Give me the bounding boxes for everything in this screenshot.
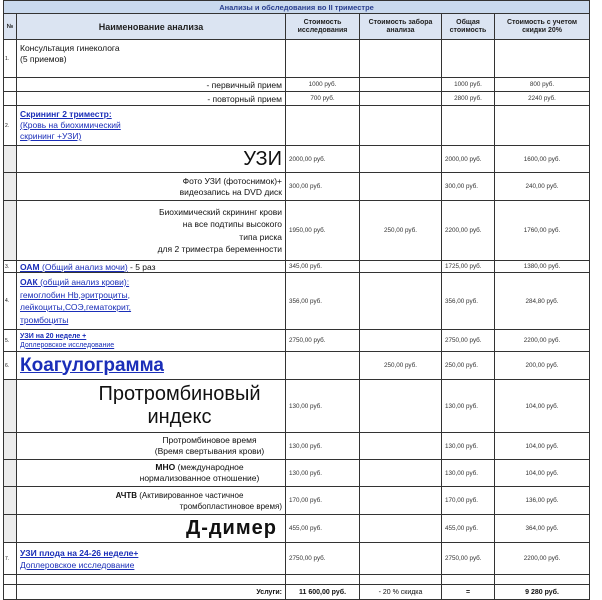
- item-name-line: индекс: [147, 406, 212, 428]
- spacer-row: [4, 575, 590, 585]
- empty-cell: [17, 575, 286, 585]
- discount-cell: 240,00 руб.: [495, 173, 590, 201]
- item-name-line: на все подтипы высокого: [182, 219, 282, 229]
- total-cell: 2750,00 руб.: [442, 543, 495, 575]
- draw-cell: [360, 330, 442, 352]
- item-name: [17, 330, 286, 352]
- item-name-part[interactable]: ОАМ: [20, 261, 40, 272]
- item-name-line[interactable]: Доплеровское исследование: [20, 559, 135, 570]
- total-cell: [442, 40, 495, 78]
- draw-cell: 250,00 руб.: [360, 352, 442, 380]
- row-number: 6.: [4, 352, 17, 380]
- row-number: [4, 146, 17, 173]
- item-name-line: Протромбиновый: [98, 383, 261, 405]
- total-cell: 130,00 руб.: [442, 460, 495, 487]
- table-row: [4, 460, 590, 487]
- item-name: [17, 380, 286, 433]
- draw-cell: [360, 261, 442, 273]
- item-name: Д-димер: [17, 515, 286, 543]
- total-cell: 130,00 руб.: [442, 380, 495, 433]
- item-name-line[interactable]: лейкоциты,СОЭ,гематокрит,: [20, 302, 132, 312]
- totals-discount-note: - 20 % скидка: [360, 585, 442, 600]
- table-row: [4, 380, 590, 433]
- item-name-line[interactable]: тромбоциты: [20, 314, 69, 325]
- row-number: [4, 460, 17, 487]
- empty-cell: [495, 575, 590, 585]
- row-number: 4.: [4, 273, 17, 330]
- item-name-line[interactable]: УЗИ на 20 неделе +: [20, 332, 87, 340]
- draw-cell: [360, 78, 442, 92]
- table-row: [4, 146, 590, 173]
- draw-cell: [360, 380, 442, 433]
- header-draw: Стоимость забора анализа: [360, 14, 442, 40]
- draw-cell: [360, 543, 442, 575]
- total-cell: 2200,00 руб.: [442, 201, 495, 261]
- item-name-line: нормализованное отношение): [139, 473, 260, 483]
- cost-cell: 700 руб.: [286, 92, 360, 106]
- totals-row: [4, 585, 590, 600]
- item-name: [17, 173, 286, 201]
- discount-cell: 2240 руб.: [495, 92, 590, 106]
- discount-cell: 1380,00 руб.: [495, 261, 590, 273]
- cost-cell: [286, 352, 360, 380]
- empty-cell: [286, 575, 360, 585]
- item-name-part[interactable]: (Общий анализ мочи): [39, 261, 128, 272]
- row-number: 1.: [4, 40, 17, 78]
- discount-cell: 104,00 руб.: [495, 460, 590, 487]
- item-name-part: (международное: [175, 462, 244, 472]
- total-cell: 170,00 руб.: [442, 487, 495, 515]
- row-number: [4, 92, 17, 106]
- item-name-line: тромбопластиновое время): [179, 501, 282, 511]
- draw-cell: [360, 515, 442, 543]
- table-row: [4, 273, 590, 330]
- table-row: [4, 543, 590, 575]
- empty-cell: [442, 575, 495, 585]
- discount-cell: [495, 106, 590, 146]
- title-row: [4, 1, 590, 14]
- discount-cell: [495, 40, 590, 78]
- discount-cell: 364,00 руб.: [495, 515, 590, 543]
- table-row: [4, 201, 590, 261]
- row-number: 7.: [4, 543, 17, 575]
- table-row: [4, 106, 590, 146]
- item-name-line: Консультация гинеколога: [20, 43, 120, 53]
- row-number: [4, 433, 17, 460]
- item-name-line[interactable]: Скрининг 2 триместр:: [20, 109, 112, 119]
- row-number: [4, 78, 17, 92]
- header-name: Наименование анализа: [17, 14, 286, 40]
- cost-cell: 1950,00 руб.: [286, 201, 360, 261]
- item-name-line: Протромбиновое время: [162, 435, 257, 445]
- cost-cell: 2750,00 руб.: [286, 543, 360, 575]
- header-total: Общая стоимость: [442, 14, 495, 40]
- row-number: 2.: [4, 106, 17, 146]
- draw-cell: [360, 433, 442, 460]
- cost-cell: 455,00 руб.: [286, 515, 360, 543]
- item-name-line: (Время свертывания крови): [154, 446, 265, 456]
- item-name-part: АЧТВ: [115, 490, 138, 500]
- item-name-part: (Активированное частичное: [137, 490, 244, 500]
- cost-cell: 130,00 руб.: [286, 380, 360, 433]
- draw-cell: [360, 487, 442, 515]
- item-name: [17, 460, 286, 487]
- table-row: [4, 40, 590, 78]
- empty-cell: [4, 575, 17, 585]
- item-name-line: типа риска: [239, 231, 282, 242]
- empty-cell: [4, 585, 17, 600]
- draw-cell: [360, 273, 442, 330]
- table-row: [4, 515, 590, 543]
- item-name-line: видеозапись на DVD диск: [179, 186, 282, 197]
- row-number: 5.: [4, 330, 17, 352]
- item-name: [17, 273, 286, 330]
- discount-cell: 2200,00 руб.: [495, 330, 590, 352]
- row-number: [4, 487, 17, 515]
- discount-cell: 2200,00 руб.: [495, 543, 590, 575]
- draw-cell: [360, 146, 442, 173]
- item-name-line: (5 приемов): [20, 54, 67, 64]
- item-name-line: Фото УЗИ (фотоснимок)+: [182, 175, 282, 186]
- cost-cell: 130,00 руб.: [286, 460, 360, 487]
- item-name: [17, 40, 286, 78]
- item-name: - первичный прием: [17, 78, 286, 92]
- table-row: [4, 92, 590, 106]
- draw-cell: [360, 460, 442, 487]
- table-row: [4, 78, 590, 92]
- totals-label: Услуги:: [17, 585, 286, 600]
- cost-cell: 2750,00 руб.: [286, 330, 360, 352]
- discount-cell: 800 руб.: [495, 78, 590, 92]
- item-name-part[interactable]: ОАК: [20, 277, 38, 287]
- cost-cell: 300,00 руб.: [286, 173, 360, 201]
- total-cell: 2750,00 руб.: [442, 330, 495, 352]
- item-name: [17, 106, 286, 146]
- item-name-line[interactable]: гемоглобин Hb,эритроциты,: [20, 289, 130, 300]
- total-cell: 2000,00 руб.: [442, 146, 495, 173]
- totals-final: 9 280 руб.: [495, 585, 590, 600]
- totals-cost: 11 600,00 руб.: [286, 585, 360, 600]
- row-number: [4, 515, 17, 543]
- draw-cell: [360, 92, 442, 106]
- header-row: [4, 14, 590, 40]
- table-row: [4, 433, 590, 460]
- total-cell: 130,00 руб.: [442, 433, 495, 460]
- table-row: [4, 352, 590, 380]
- total-cell: 300,00 руб.: [442, 173, 495, 201]
- empty-cell: [360, 575, 442, 585]
- header-cost: Стоимость исследования: [286, 14, 360, 40]
- discount-cell: 1760,00 руб.: [495, 201, 590, 261]
- discount-cell: 104,00 руб.: [495, 380, 590, 433]
- discount-cell: 1600,00 руб.: [495, 146, 590, 173]
- item-name-line: для 2 триместра беременности: [157, 244, 282, 254]
- discount-cell: 136,00 руб.: [495, 487, 590, 515]
- item-name: [17, 487, 286, 515]
- table-row: [4, 487, 590, 515]
- total-cell: 2800 руб.: [442, 92, 495, 106]
- row-number: [4, 173, 17, 201]
- cost-cell: 345,00 руб.: [286, 261, 360, 273]
- table-row: [4, 261, 590, 273]
- discount-cell: 200,00 руб.: [495, 352, 590, 380]
- item-name-line[interactable]: (Кровь на биохимический: [20, 120, 121, 130]
- item-name: [17, 543, 286, 575]
- cost-cell: 2000,00 руб.: [286, 146, 360, 173]
- table-row: [4, 330, 590, 352]
- cost-cell: 130,00 руб.: [286, 433, 360, 460]
- item-name-part: МНО: [155, 462, 176, 472]
- draw-cell: [360, 106, 442, 146]
- row-number: 3.: [4, 261, 17, 273]
- cost-cell: [286, 106, 360, 146]
- draw-cell: [360, 40, 442, 78]
- table-row: [4, 173, 590, 201]
- item-name-part[interactable]: (общий анализ крови):: [37, 277, 130, 287]
- cost-cell: 356,00 руб.: [286, 273, 360, 330]
- total-cell: 455,00 руб.: [442, 515, 495, 543]
- draw-cell: [360, 173, 442, 201]
- price-table: [3, 0, 590, 600]
- item-name-line[interactable]: Доплеровское исследование: [20, 341, 115, 349]
- totals-equals: =: [442, 585, 495, 600]
- item-name: [17, 261, 286, 273]
- table-title: Анализы и обследования во II триместре: [4, 1, 590, 14]
- total-cell: 1000 руб.: [442, 78, 495, 92]
- total-cell: [442, 106, 495, 146]
- item-name: УЗИ: [17, 146, 286, 173]
- header-num: №: [4, 14, 17, 40]
- row-number: [4, 201, 17, 261]
- header-discount: Стоимость с учетом скидки 20%: [495, 14, 590, 40]
- item-name-part: - 5 раз: [127, 261, 156, 272]
- cost-cell: 1000 руб.: [286, 78, 360, 92]
- total-cell: 1725,00 руб.: [442, 261, 495, 273]
- item-name: - повторный прием: [17, 92, 286, 106]
- item-name[interactable]: Коагулограмма: [17, 352, 286, 380]
- total-cell: 250,00 руб.: [442, 352, 495, 380]
- item-name-line[interactable]: УЗИ плода на 24-26 неделе+: [20, 547, 139, 558]
- cost-cell: 170,00 руб.: [286, 487, 360, 515]
- discount-cell: 104,00 руб.: [495, 433, 590, 460]
- discount-cell: 284,80 руб.: [495, 273, 590, 330]
- item-name: [17, 201, 286, 261]
- item-name-line[interactable]: скрининг +УЗИ): [20, 131, 82, 141]
- cost-cell: [286, 40, 360, 78]
- item-name-line: Биохимический скрининг крови: [158, 206, 282, 217]
- draw-cell: 250,00 руб.: [360, 201, 442, 261]
- row-number: [4, 380, 17, 433]
- total-cell: 356,00 руб.: [442, 273, 495, 330]
- item-name: [17, 433, 286, 460]
